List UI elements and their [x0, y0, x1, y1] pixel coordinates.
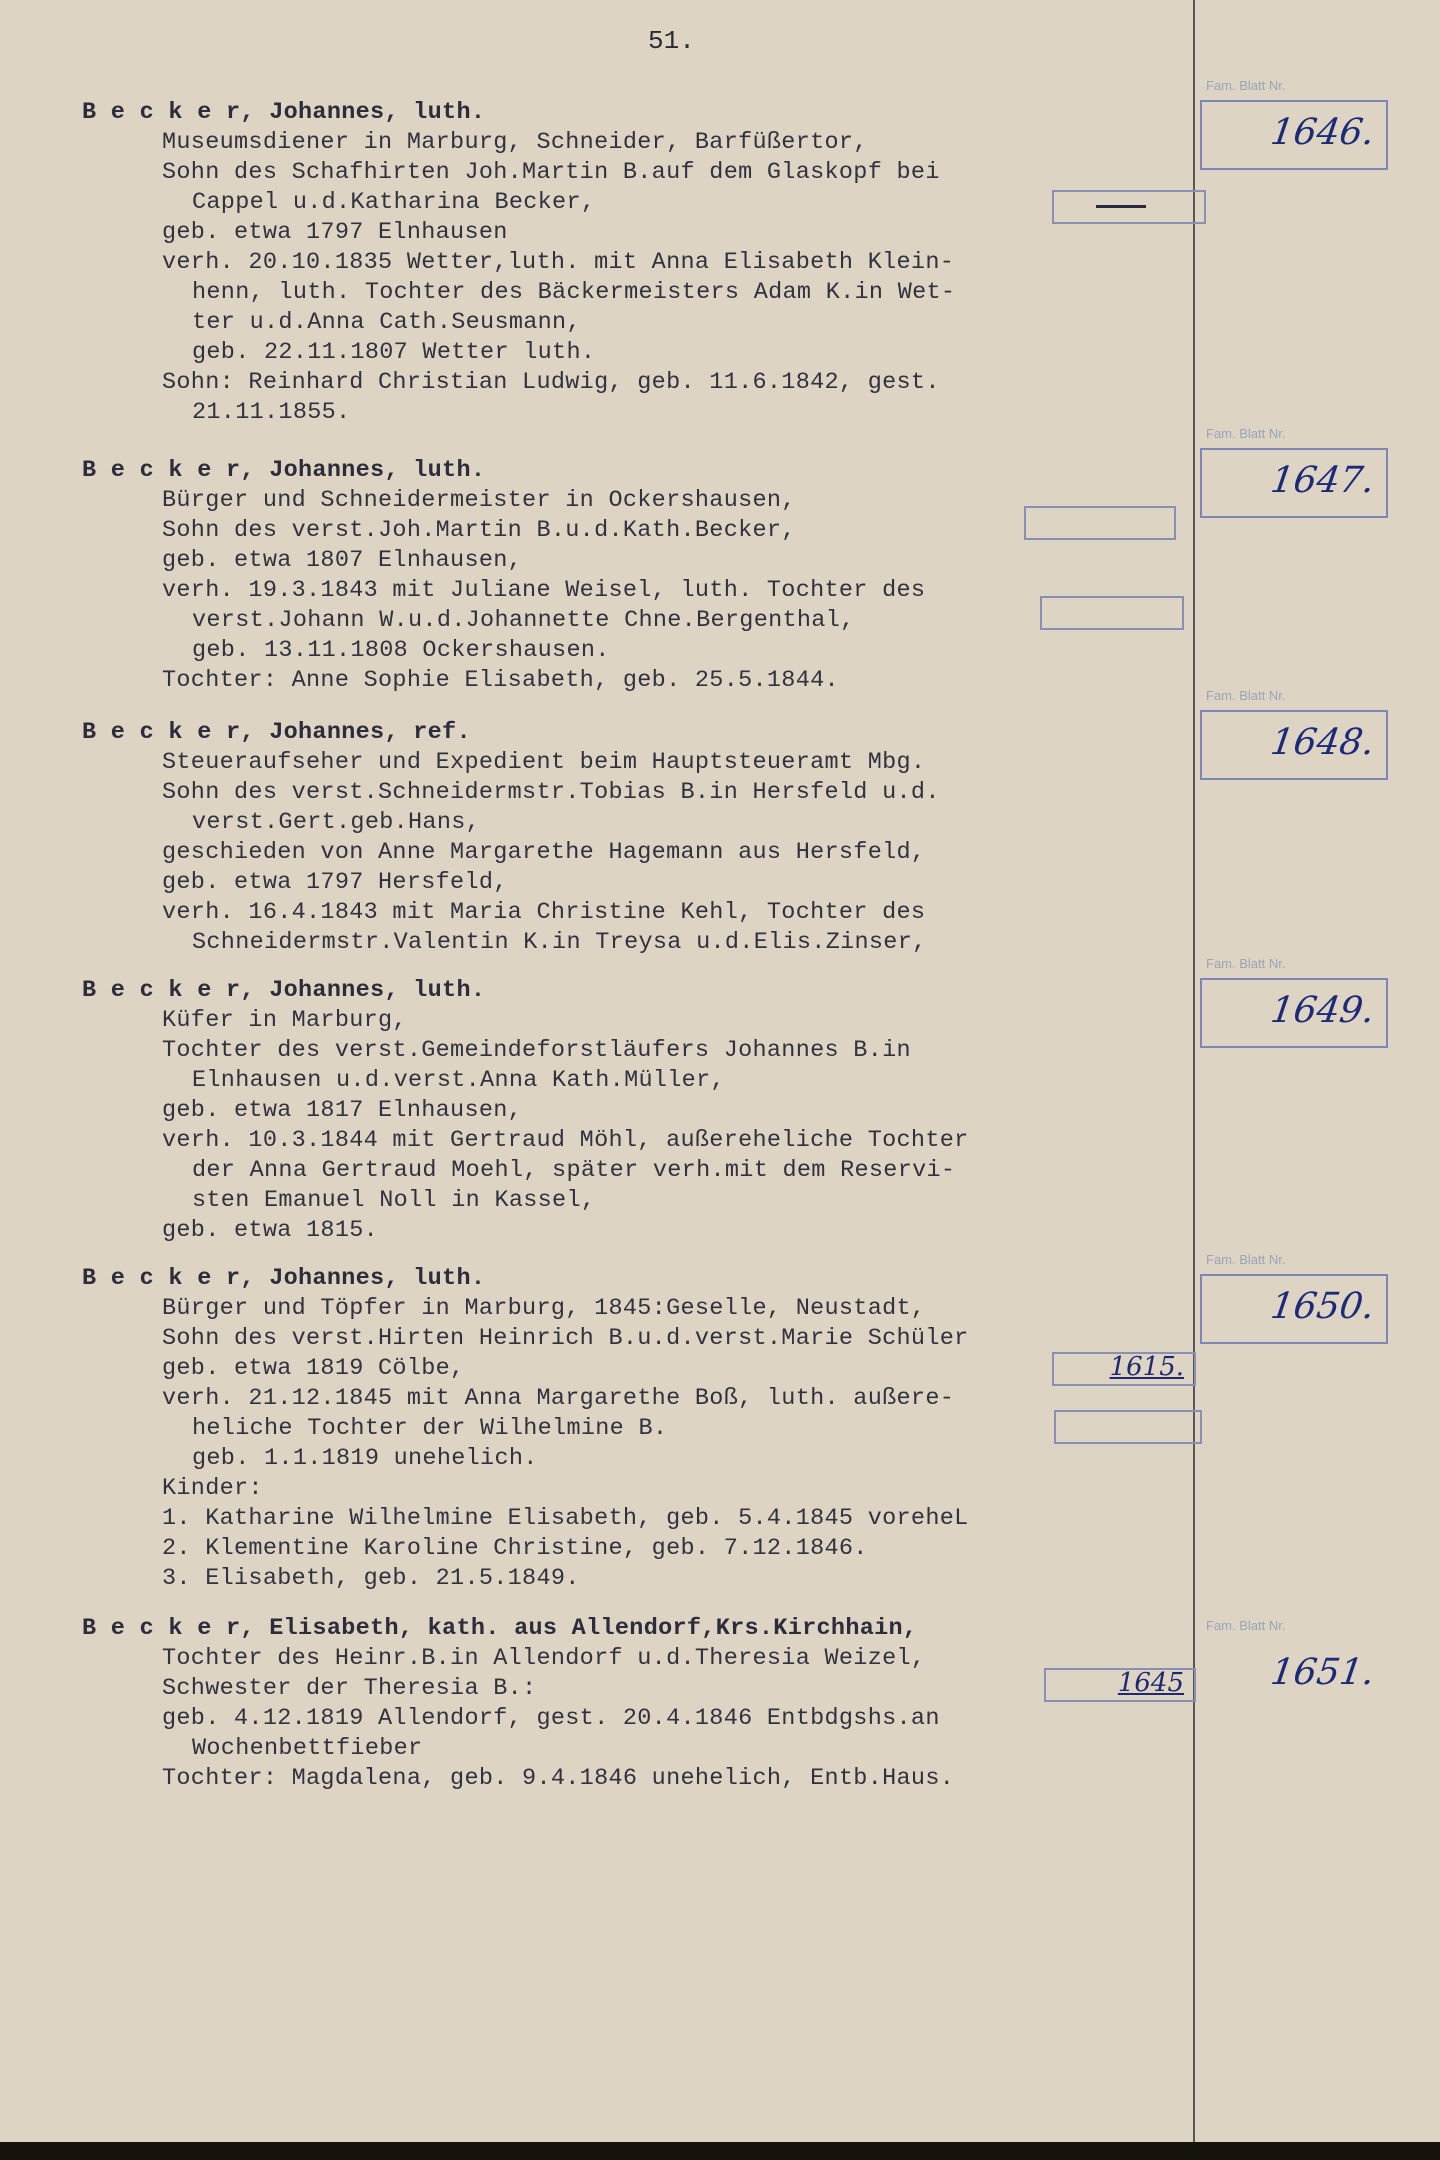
entry-line: Steueraufseher und Expedient beim Hauptsteueramt Mbg.: [162, 749, 926, 776]
entry-heading: B e c k e r, Johannes, luth.: [82, 977, 486, 1004]
entry-line: verh. 19.3.1843 mit Juliane Weisel, luth. Tochter des: [162, 577, 926, 604]
entry-line: Bürger und Töpfer in Marburg, 1845:Geselle, Neustadt,: [162, 1295, 926, 1322]
famblatt-number: 1650.: [1268, 1286, 1377, 1327]
famblatt-box[interactable]: [1200, 1640, 1388, 1710]
scan-border: [0, 2142, 1440, 2160]
famblatt-label: Fam. Blatt Nr.: [1206, 78, 1286, 93]
margin-rule: [1193, 0, 1195, 2142]
entry-line: geb. etwa 1815.: [162, 1217, 379, 1244]
side-box: [1024, 506, 1176, 540]
entry-line: verst.Johann W.u.d.Johannette Chne.Bergenthal,: [192, 607, 855, 634]
register-entry: [82, 98, 1192, 428]
entry-line: geb. 1.1.1819 unehelich.: [192, 1445, 538, 1472]
famblatt-box[interactable]: [1200, 710, 1388, 780]
famblatt-number: 1646.: [1268, 112, 1377, 153]
entry-line: geb. etwa 1797 Elnhausen: [162, 219, 508, 246]
famblatt-field: [1200, 1252, 1388, 1344]
entry-line: Elnhausen u.d.verst.Anna Kath.Müller,: [192, 1067, 725, 1094]
famblatt-number: 1647.: [1268, 460, 1377, 501]
entry-line: geschieden von Anne Margarethe Hagemann aus Hersfeld,: [162, 839, 926, 866]
entry-line: Schwester der Theresia B.:: [162, 1675, 537, 1702]
famblatt-field: [1200, 688, 1388, 780]
page-number: 51.: [648, 26, 695, 56]
entry-heading: B e c k e r, Johannes, ref.: [82, 719, 471, 746]
entry-line: geb. 22.11.1807 Wetter luth.: [192, 339, 596, 366]
side-box: [1054, 1410, 1202, 1444]
entry-line: Sohn des verst.Joh.Martin B.u.d.Kath.Becker,: [162, 517, 796, 544]
entry-heading: B e c k e r, Johannes, luth.: [82, 457, 486, 484]
register-entry: [82, 456, 1192, 696]
cross-reference: 1615.: [1109, 1352, 1184, 1382]
entry-heading: B e c k e r, Johannes, luth.: [82, 1265, 486, 1292]
side-box: [1052, 190, 1206, 224]
entry-line: henn, luth. Tochter des Bäckermeisters Adam K.in Wet-: [192, 279, 956, 306]
famblatt-box[interactable]: [1200, 1274, 1388, 1344]
entry-line: geb. etwa 1797 Hersfeld,: [162, 869, 508, 896]
entry-line: heliche Tochter der Wilhelmine B.: [192, 1415, 668, 1442]
side-box: [1040, 596, 1184, 630]
entry-line: verh. 10.3.1844 mit Gertraud Möhl, außereheliche Tochter: [162, 1127, 969, 1154]
entry-line: der Anna Gertraud Moehl, später verh.mit dem Reservi-: [192, 1157, 956, 1184]
famblatt-box[interactable]: [1200, 448, 1388, 518]
entry-line: geb. 4.12.1819 Allendorf, gest. 20.4.1846 Entbdgshs.an: [162, 1705, 940, 1732]
entry-line: verst.Gert.geb.Hans,: [192, 809, 481, 836]
entry-line: Tochter des verst.Gemeindeforstläufers Johannes B.in: [162, 1037, 911, 1064]
famblatt-label: Fam. Blatt Nr.: [1206, 1618, 1286, 1633]
entry-line: 21.11.1855.: [192, 399, 351, 426]
entry-line: Schneidermstr.Valentin K.in Treysa u.d.Elis.Zinser,: [192, 929, 927, 956]
entry-line: geb. etwa 1817 Elnhausen,: [162, 1097, 523, 1124]
entry-line: 1. Katharine Wilhelmine Elisabeth, geb. 5.4.1845 voreheL: [162, 1505, 969, 1532]
entry-line: Küfer in Marburg,: [162, 1007, 407, 1034]
entry-line: Tochter: Magdalena, geb. 9.4.1846 unehelich, Entb.Haus.: [162, 1765, 955, 1792]
famblatt-label: Fam. Blatt Nr.: [1206, 956, 1286, 971]
entry-line: geb. 13.11.1808 Ockershausen.: [192, 637, 610, 664]
famblatt-box[interactable]: [1200, 978, 1388, 1048]
famblatt-number: 1649.: [1268, 990, 1377, 1031]
entry-heading: B e c k e r, Johannes, luth.: [82, 99, 486, 126]
famblatt-box[interactable]: [1200, 100, 1388, 170]
famblatt-label: Fam. Blatt Nr.: [1206, 1252, 1286, 1267]
entry-line: Sohn: Reinhard Christian Ludwig, geb. 11.6.1842, gest.: [162, 369, 940, 396]
entry-line: Sohn des Schafhirten Joh.Martin B.auf dem Glaskopf bei: [162, 159, 940, 186]
entry-line: verh. 21.12.1845 mit Anna Margarethe Boß, luth. außere-: [162, 1385, 955, 1412]
famblatt-field: [1200, 426, 1388, 518]
entry-line: geb. etwa 1819 Cölbe,: [162, 1355, 465, 1382]
entry-line: Cappel u.d.Katharina Becker,: [192, 189, 596, 216]
entry-line: verh. 16.4.1843 mit Maria Christine Kehl, Tochter des: [162, 899, 926, 926]
entry-line: Wochenbettfieber: [192, 1735, 423, 1762]
famblatt-number: 1648.: [1268, 722, 1377, 763]
entry-line: Sohn des verst.Schneidermstr.Tobias B.in Hersfeld u.d.: [162, 779, 940, 806]
register-entry: [82, 718, 1192, 958]
side-box: [1044, 1668, 1196, 1702]
register-entry: [82, 976, 1192, 1246]
entry-line: Tochter des Heinr.B.in Allendorf u.d.Theresia Weizel,: [162, 1645, 926, 1672]
entry-heading: B e c k e r, Elisabeth, kath. aus Allendorf,Krs.Kirchhain,: [82, 1615, 918, 1642]
entry-line: Sohn des verst.Hirten Heinrich B.u.d.verst.Marie Schüler: [162, 1325, 969, 1352]
famblatt-number: 1651.: [1268, 1652, 1377, 1693]
side-box: [1052, 1352, 1196, 1386]
entry-line: geb. etwa 1807 Elnhausen,: [162, 547, 523, 574]
famblatt-field: [1200, 1618, 1388, 1710]
entry-line: 3. Elisabeth, geb. 21.5.1849.: [162, 1565, 580, 1592]
register-entry: [82, 1614, 1192, 1794]
entry-line: 2. Klementine Karoline Christine, geb. 7.12.1846.: [162, 1535, 868, 1562]
dash-mark: [1096, 205, 1146, 208]
cross-reference: 1645: [1117, 1668, 1184, 1698]
entry-line: sten Emanuel Noll in Kassel,: [192, 1187, 596, 1214]
entry-line: Bürger und Schneidermeister in Ockershausen,: [162, 487, 796, 514]
entry-line: verh. 20.10.1835 Wetter,luth. mit Anna Elisabeth Klein-: [162, 249, 955, 276]
entry-line: ter u.d.Anna Cath.Seusmann,: [192, 309, 581, 336]
famblatt-field: [1200, 78, 1388, 170]
entry-line: Museumsdiener in Marburg, Schneider, Barfüßertor,: [162, 129, 868, 156]
famblatt-label: Fam. Blatt Nr.: [1206, 426, 1286, 441]
entry-line: Tochter: Anne Sophie Elisabeth, geb. 25.5.1844.: [162, 667, 839, 694]
register-entry: [82, 1264, 1192, 1594]
famblatt-label: Fam. Blatt Nr.: [1206, 688, 1286, 703]
famblatt-field: [1200, 956, 1388, 1048]
entry-line: Kinder:: [162, 1475, 263, 1502]
